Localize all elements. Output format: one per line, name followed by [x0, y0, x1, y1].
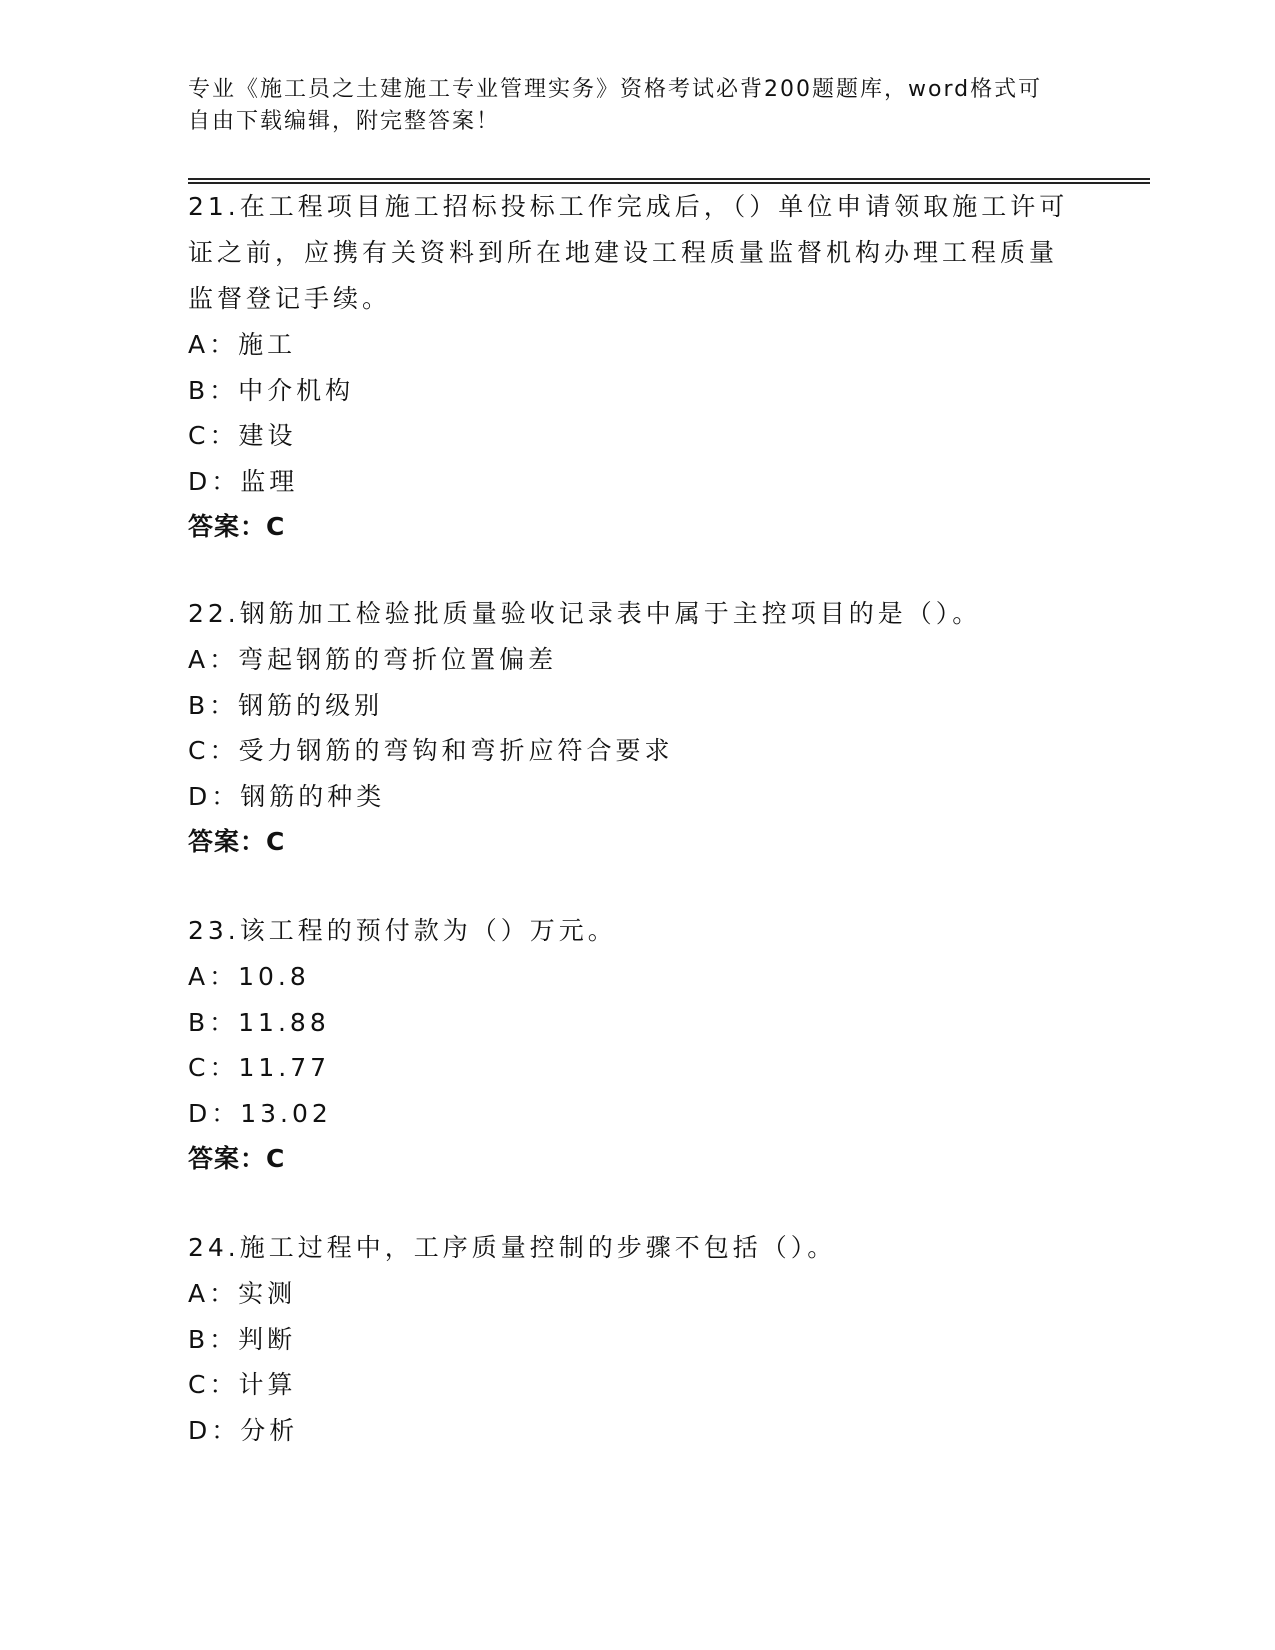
option-d: D：钢筋的种类 — [188, 781, 386, 811]
answer: 答案：C — [188, 1144, 286, 1173]
question-stem — [188, 184, 1088, 322]
option-b: B：钢筋的级别 — [188, 690, 384, 720]
option-b: B：11.88 — [188, 1007, 330, 1037]
option-d: D：监理 — [188, 466, 299, 496]
question-stem-line: 监督登记手续。 — [188, 284, 392, 313]
option-c: C：受力钢筋的弯钩和弯折应符合要求 — [188, 736, 674, 765]
question-stem-line: 23.该工程的预付款为（）万元。 — [188, 916, 617, 945]
question-stem — [188, 1225, 1088, 1271]
header-line-1: 专业《施工员之土建施工专业管理实务》资格考试必背200题题库，word格式可 — [188, 77, 1043, 102]
option-c: C：建设 — [188, 421, 297, 450]
option-d: D：分析 — [188, 1415, 299, 1445]
option-a: A：弯起钢筋的弯折位置偏差 — [188, 645, 558, 674]
question-stem-line: 证之前，应携有关资料到所在地建设工程质量监督机构办理工程质量 — [188, 238, 1059, 267]
answer: 答案：C — [188, 512, 286, 541]
option-b: B：判断 — [188, 1324, 297, 1354]
question-stem — [188, 908, 1088, 954]
question-stem-line: 21.在工程项目施工招标投标工作完成后，（）单位申请领取施工许可 — [188, 192, 1069, 221]
question-stem — [188, 591, 1088, 637]
question-22 — [188, 591, 1088, 865]
question-21 — [188, 184, 1088, 550]
option-b: B：中介机构 — [188, 375, 355, 405]
question-23 — [188, 908, 1088, 1182]
question-stem-line: 22.钢筋加工检验批质量验收记录表中属于主控项目的是（）。 — [188, 599, 982, 628]
document-header — [188, 74, 1068, 138]
question-stem-line: 24.施工过程中，工序质量控制的步骤不包括（）。 — [188, 1233, 837, 1262]
answer: 答案：C — [188, 827, 286, 856]
question-24 — [188, 1225, 1088, 1453]
option-d: D：13.02 — [188, 1098, 332, 1128]
option-a: A：10.8 — [188, 962, 310, 991]
header-line-2: 自由下载编辑，附完整答案！ — [188, 109, 501, 134]
option-c: C：11.77 — [188, 1053, 331, 1082]
option-c: C：计算 — [188, 1370, 297, 1399]
option-a: A：施工 — [188, 330, 297, 359]
option-a: A：实测 — [188, 1279, 297, 1308]
